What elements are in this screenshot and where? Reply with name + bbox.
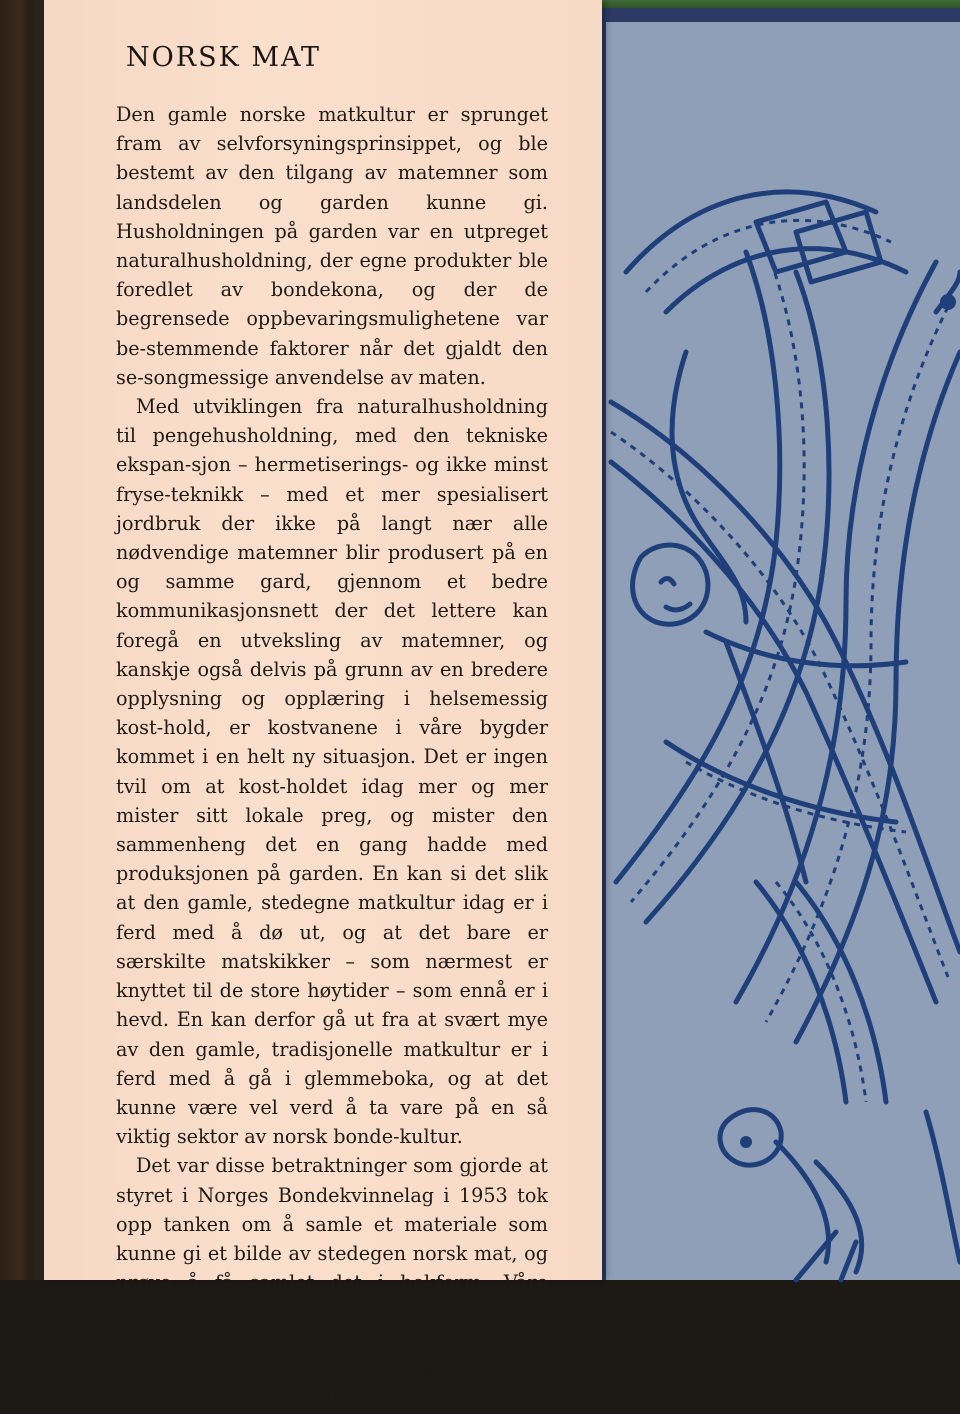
paragraph-3: Det var disse betraktninger som gjorde at styret i Norges Bondekvinnelag i 1953 tok opp tanken om å samle et materiale som kunne gi et bilde av stedegen norsk mat, og prøve å få samlet det i bokform. Våre lokallag over hele landet ble bedt om å samle inn materialet, og en må si de gikk inn for oppgaven med stor interesse og glød. J. W. Cappelens Forlag sa seg xyxy=(116,1154,548,1411)
paragraph-1: Den gamle norske matkultur er sprunget fram av selvforsyningsprinsippet, og ble bestemt av den tilgang av matemner som landsdelen og garden kunne gi. Husholdningen på garden var en utpreget naturalhusholdning, der egne produkter ble foredlet av bondekona, og der de begrensede oppbevaringsmulighetene var be-stemmende faktorer når det gjaldt den se-songmessige anvendelse av maten. xyxy=(116,103,548,389)
page-title: NORSK MAT xyxy=(126,42,322,73)
paragraph-2: Med utviklingen fra naturalhusholdning til pengehusholdning, med den tekniske ekspan-sjon – hermetiserings- og ikke minst fryse-teknikk – med et mer spesialisert jordbruk der ikke på langt nær alle nødvendige matemner blir produsert på en og samme gard, gjennom et bedre kommunikasjonsnett der det lettere kan foregå en utveksling av matemner, og kanskje også delvis på grunn av en bredere opplysning og opplæring i helsemessig kost-hold, er kostvanene i våre bygder kommet i en helt ny situasjon. Det er ingen tvil om at kost-holdet idag mer og mer mister sitt lokale preg, og mister den sammenheng det en gang hadde med produksjonen på garden. En kan si det slik at den gamle, stedegne matkultur idag er i ferd med å dø ut, og at det bare er særskilte matskikker – som nærmest er knyttet til de store høytider – som ennå er i hevd. En kan derfor gå ut fra at svært mye av den gamle, tradisjonelle matkultur er i ferd med å gå i glemmeboka, og at det kunne være vel verd å ta vare på en så viktig sektor av norsk bonde-kultur. xyxy=(116,395,548,1149)
flap-text xyxy=(116,40,548,1414)
folk-art-illustration xyxy=(606,22,960,1280)
cover-illustration xyxy=(606,22,960,1280)
